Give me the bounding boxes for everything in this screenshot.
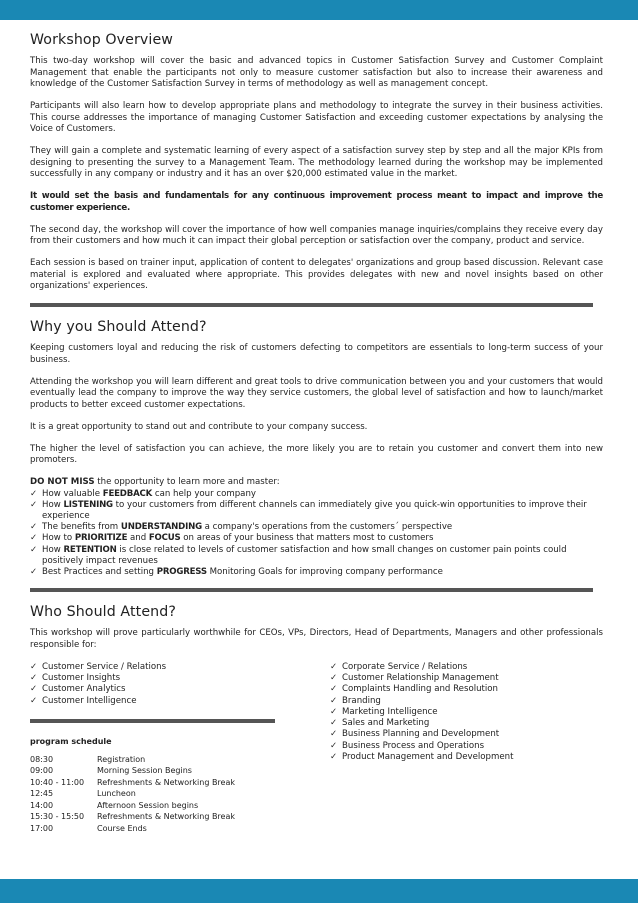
checkmark-icon: ✓ [30,695,38,706]
list-item: ✓ Branding [330,695,381,706]
checkmark-icon: ✓ [330,706,338,717]
list-item: ✓ Marketing Intelligence [330,706,438,717]
checkmark-icon: ✓ [30,661,38,672]
list-item: ✓ Sales and Marketing [330,718,430,729]
list-item: ✓ Customer Relationship Management [330,672,499,683]
overview-paragraph-6: Each session is based on trainer input, application of content to delegates' organizations and group based discussion. Relevant case material is explored and evaluated where appropriate. This provides delegates with new and novel insights based on other organizations' experiences. [30,258,603,291]
audience-right-column [330,662,603,835]
table-row: 15:30 - 15:50 Refreshments & Networking Break [30,812,235,822]
overview-heading: Workshop Overview [30,32,173,48]
checkmark-icon: ✓ [330,729,338,740]
list-item: ✓ How RETENTION is close related to levels of customer satisfaction and how small changes on customer pain points could positively impact revenues [30,544,567,566]
list-item: ✓ How LISTENING to your customers from different channels can immediately give you quick-win opportunities to improve their experience [30,499,587,521]
audience-right-list [330,662,603,764]
checkmark-icon: ✓ [330,752,338,762]
checkmark-icon: ✓ [30,499,38,510]
overview-paragraph-5: The second day, the workshop will cover the importance of how well companies manage inquiries/complains they receive every day from their customers and how much it can impact their global perception or satisfaction over the company, product and service. [30,224,603,246]
table-row: 10:40 - 11:00 Refreshments & Networking Break [30,777,235,787]
audience-left-column [30,662,330,835]
attend-paragraph-3: It is a great opportunity to stand out and contribute to your company success. [30,421,368,432]
checkmark-icon: ✓ [330,718,338,729]
checkmark-icon: ✓ [30,684,38,695]
attend-paragraph-2: Attending the workshop you will learn different and great tools to drive communication between you and your customers that would eventually lead the company to improve the way they service customers, the global level of satisfaction and how to launch/market products to better exceed customer expectations. [30,376,603,410]
list-item: ✓ Corporate Service / Relations [330,661,468,672]
checkmark-icon: ✓ [30,533,38,544]
section-divider [30,588,593,592]
document-body [30,26,603,834]
attend-heading: Why you Should Attend? [30,319,207,335]
overview-paragraph-3: They will gain a complete and systematic learning of every aspect of a satisfaction survey step by step and all the major KPIs from designing to presenting the survey to a Management Team. The methodology learned during the workshop may be implemented successfully in any company or industry and it has an over $20,000 estimated value in the market. [30,146,603,179]
table-row: 17:00 Course Ends [30,823,147,833]
checkmark-icon: ✓ [30,566,38,577]
section-divider [30,303,593,307]
overview-paragraph-1: This two-day workshop will cover the basic and advanced topics in Customer Satisfaction Survey and Customer Complaint Management that enable the participants not only to measure customer satisfaction but also to increase their awareness and knowledge of the Customer Satisfaction Survey in terms of methodology as well as management concept. [30,56,603,89]
checkmark-icon: ✓ [330,684,338,695]
who-paragraph: This workshop will prove particularly worthwhile for CEOs, VPs, Directors, Head of Departments, Managers and other professionals responsible for: [30,628,603,650]
schedule-divider [30,719,275,723]
who-heading: Who Should Attend? [30,604,176,621]
table-row: 14:00 Afternoon Session begins [30,800,199,810]
attend-intro [30,477,603,489]
checkmark-icon: ✓ [330,661,338,672]
checkmark-icon: ✓ [30,522,38,533]
do-not-miss-label: DO NOT MISS [30,477,95,487]
schedule-title: program schedule [30,736,112,746]
attend-intro-text: the opportunity to learn more and master: [94,477,280,487]
checkmark-icon: ✓ [330,740,338,751]
bottom-band [0,879,638,903]
list-item: ✓ Business Planning and Development [330,729,500,740]
checkmark-icon: ✓ [30,544,38,555]
checkmark-icon: ✓ [30,672,38,683]
list-item: ✓ How valuable FEEDBACK can help your company [30,488,256,499]
overview-paragraph-2: Participants will also learn how to develop appropriate plans and methodology to integrate the survey in their business activities. This course addresses the importance of managing Customer Satisfaction and exceeding customer expectations by analysing the Voice of Customers. [30,101,603,134]
attend-paragraph-1: Keeping customers loyal and reducing the risk of customers defecting to competitors are essentials to long-term success of your business. [30,343,603,365]
list-item: ✓ Complaints Handling and Resolution [330,684,498,695]
audience-columns [30,662,603,835]
attend-paragraph-4: The higher the level of satisfaction you can achieve, the more likely you are to retain you customer and convert them into new promoters. [30,443,603,465]
attend-bullet-list [30,489,603,579]
list-item: ✓ Customer Analytics [30,684,126,695]
overview-paragraph-4: It would set the basis and fundamentals for any continuous improvement process meant to impact and improve the customer experience. [30,191,603,213]
list-item: ✓ Product Management and Development [330,752,514,762]
schedule-table [30,754,235,835]
top-band [0,0,638,20]
list-item: ✓ Customer Insights [30,672,121,683]
table-row: 09:00 Morning Session Begins [30,766,192,776]
audience-left-list [30,662,330,707]
list-item: ✓ How to PRIORITIZE and FOCUS on areas of your business that matters most to customers [30,533,434,544]
checkmark-icon: ✓ [330,672,338,683]
checkmark-icon: ✓ [330,695,338,706]
table-row: 12:45 Luncheon [30,789,136,799]
list-item: ✓ Customer Intelligence [30,695,137,706]
list-item: ✓ Customer Service / Relations [30,661,167,672]
checkmark-icon: ✓ [30,488,38,499]
list-item: ✓ Best Practices and setting PROGRESS Monitoring Goals for improving company performance [30,566,443,577]
list-item: ✓ Business Process and Operations [330,740,485,751]
table-row: 08:30 Registration [30,754,146,764]
list-item: ✓ The benefits from UNDERSTANDING a company's operations from the customers´ perspective [30,522,453,533]
